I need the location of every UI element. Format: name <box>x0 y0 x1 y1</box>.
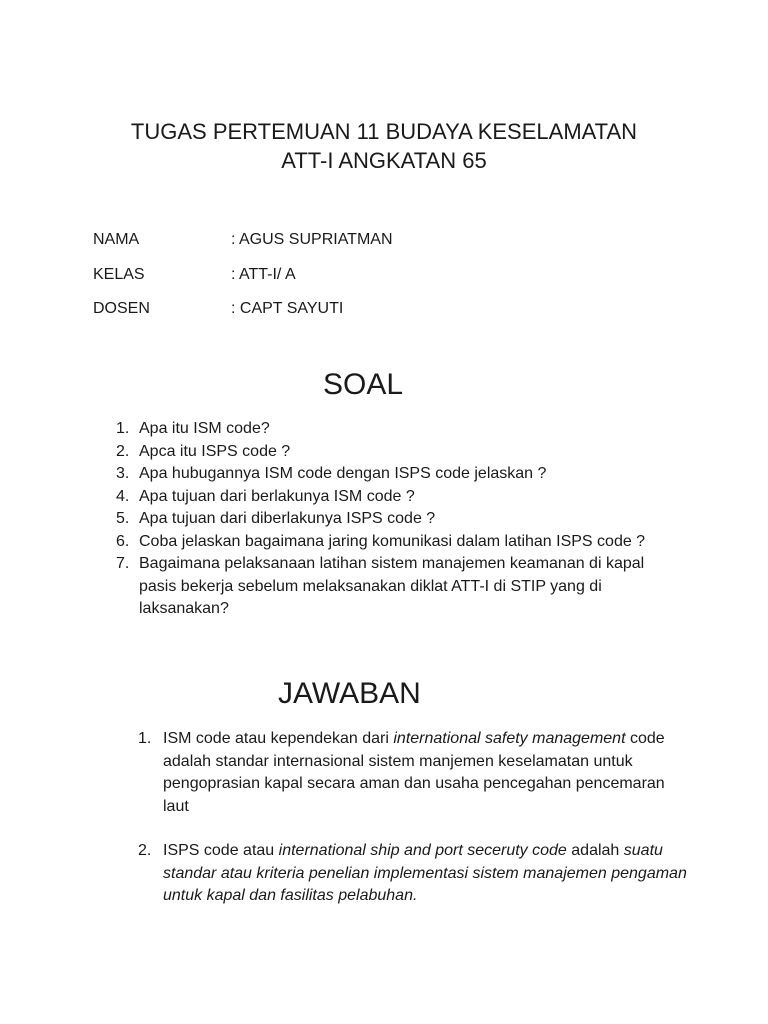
answer-text <box>163 730 665 815</box>
dosen-label: DOSEN <box>93 300 150 317</box>
nama-label: NAMA <box>93 231 140 248</box>
answer-number: 2. <box>138 842 152 859</box>
question-item <box>112 486 672 509</box>
question-text: Apa hubugannya ISM code dengan ISPS code jelaskan ? <box>139 465 547 482</box>
question-item <box>112 508 672 531</box>
question-text: Coba jelaskan bagaimana jaring komunikasi dalam latihan ISPS code ? <box>139 532 646 550</box>
question-number: 5. <box>116 510 130 527</box>
question-item <box>112 463 672 486</box>
dosen-value: : CAPT SAYUTI <box>231 300 344 317</box>
question-number: 2. <box>116 442 130 460</box>
question-item <box>112 531 672 554</box>
question-text: Bagaimana pelaksanaan latihan sistem manajemen keamanan di kapal pasis bekerja sebelum melaksanakan diklat ATT-I di STIP yang di laksanakan? <box>139 555 645 617</box>
answer-text <box>163 842 687 904</box>
answer-item <box>137 840 687 908</box>
jawaban-heading: JAWABAN <box>278 677 421 710</box>
answer-list <box>137 728 687 908</box>
document-subtitle: ATT-I ANGKATAN 65 <box>281 148 487 173</box>
nama-value: : AGUS SUPRIATMAN <box>231 231 393 248</box>
question-text: Apa tujuan dari diberlakunya ISPS code ? <box>139 510 436 527</box>
question-number: 6. <box>116 532 130 550</box>
answer-italic-text: suatu standar atau kriteria penelian implementasi sistem manajemen pengaman untuk kapal dan fasilitas pelabuhan. <box>163 842 687 904</box>
question-text: Apa itu ISM code? <box>139 420 270 437</box>
question-item <box>112 418 672 441</box>
answer-text-part: adalah <box>566 842 624 859</box>
kelas-value: : ATT-I/ A <box>231 266 296 283</box>
answer-text-part: ISPS code atau <box>163 842 279 859</box>
question-item <box>112 553 672 621</box>
kelas-label: KELAS <box>93 266 145 283</box>
question-number: 3. <box>116 465 130 482</box>
answer-text-part: ISM code atau kependekan dari <box>163 730 394 747</box>
question-text: Apca itu ISPS code ? <box>139 442 291 460</box>
question-number: 1. <box>116 420 130 437</box>
question-number: 4. <box>116 487 130 505</box>
question-item <box>112 441 672 464</box>
soal-heading: SOAL <box>323 368 404 401</box>
question-list <box>112 418 672 621</box>
question-number: 7. <box>116 555 130 572</box>
document-title: TUGAS PERTEMUAN 11 BUDAYA KESELAMATAN <box>130 119 638 144</box>
answer-item <box>137 728 687 818</box>
question-text: Apa tujuan dari berlakunya ISM code ? <box>139 487 415 505</box>
answer-italic-term: international ship and port seceruty code <box>278 842 567 859</box>
answer-italic-term: international safety management <box>393 730 626 747</box>
answer-text-part: code adalah standar internasional sistem manjemen keselamatan untuk pengoprasian kapal secara aman dan usaha pencegahan pencemaran laut <box>163 730 665 815</box>
answer-number: 1. <box>138 730 152 747</box>
